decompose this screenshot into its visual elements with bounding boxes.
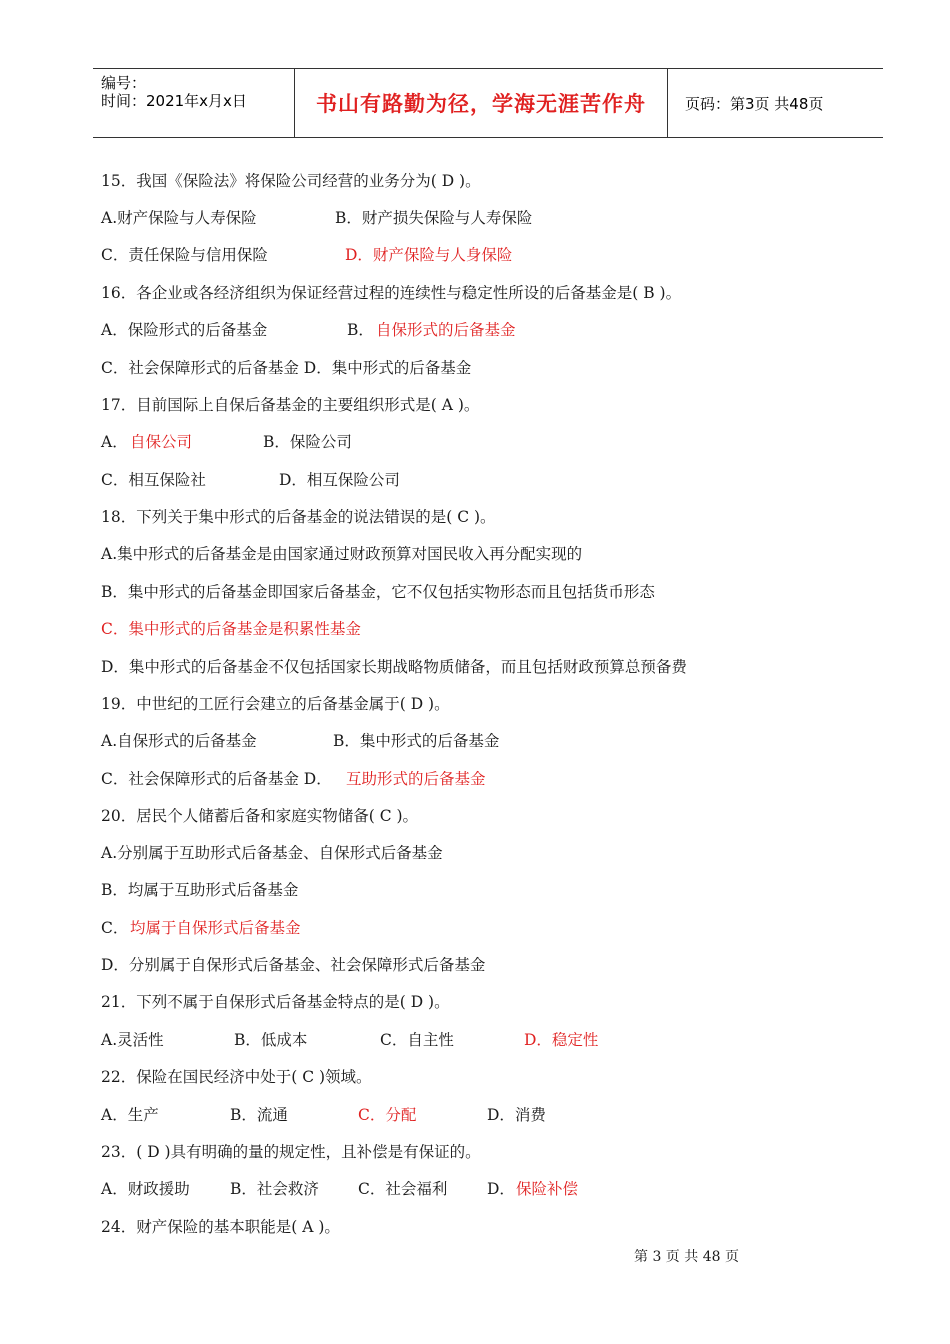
- question-text: 16．各企业或各经济组织为保证经营过程的连续性与稳定性所设的后备基金是( B )。: [101, 284, 682, 302]
- header-info-cell: [93, 69, 295, 137]
- option-d-letter: D．: [487, 1180, 515, 1198]
- option-b: B．集中形式的后备基金即国家后备基金，它不仅包括实物形态而且包括货币形态: [101, 583, 655, 601]
- option-d: D．分别属于自保形式后备基金、社会保障形式后备基金: [101, 956, 486, 974]
- header-page-number: [677, 69, 883, 137]
- time-label: 时间：2021年x月x日: [101, 92, 247, 110]
- question-text: 22．保险在国民经济中处于( C )领域。: [101, 1068, 372, 1086]
- option-a-letter: A．: [101, 433, 128, 451]
- option-d-answer: D．稳定性: [524, 1031, 599, 1049]
- option-c: C．社会福利: [358, 1180, 448, 1198]
- option-b: B．社会救济: [230, 1180, 319, 1198]
- option-d: D．相互保险公司: [279, 471, 400, 489]
- question-text: 21．下列不属于自保形式后备基金特点的是( D )。: [101, 993, 450, 1011]
- option-a: A．保险形式的后备基金: [101, 321, 268, 339]
- question-text: 24．财产保险的基本职能是( A )。: [101, 1218, 340, 1236]
- option-d-answer: 保险补偿: [516, 1180, 579, 1198]
- option-c-d: C．社会保障形式的后备基金 D．: [101, 770, 332, 788]
- option-d-answer: 互助形式的后备基金: [346, 770, 486, 788]
- page-header: [93, 68, 883, 138]
- option-a: A.自保形式的后备基金: [101, 732, 257, 750]
- option-c-letter: C．: [101, 919, 129, 937]
- option-c-answer: C．分配: [358, 1106, 417, 1124]
- option-a: A.财产保险与人寿保险: [101, 209, 257, 227]
- question-text: 17．目前国际上自保后备基金的主要组织形式是( A )。: [101, 396, 480, 414]
- option-b: B．流通: [230, 1106, 288, 1124]
- option-a: A.集中形式的后备基金是由国家通过财政预算对国民收入再分配实现的: [101, 545, 583, 563]
- option-c: C．相互保险社: [101, 471, 206, 489]
- code-label: 编号：: [101, 74, 147, 92]
- option-c-answer: 均属于自保形式后备基金: [130, 919, 301, 937]
- question-text: 15．我国《保险法》将保险公司经营的业务分为( D )。: [101, 172, 481, 190]
- header-motto: 书山有路勤为径，学海无涯苦作舟: [295, 69, 668, 137]
- option-d: D．消费: [487, 1106, 546, 1124]
- option-c-answer: C．集中形式的后备基金是积累性基金: [101, 620, 361, 638]
- page-label: 页码：第3页 共48页: [685, 94, 824, 113]
- options-text: C．社会保障形式的后备基金 D．集中形式的后备基金: [101, 359, 472, 377]
- option-b: B．保险公司: [263, 433, 352, 451]
- option-d-answer: D．财产保险与人身保险: [345, 246, 513, 264]
- option-a: A.分别属于互助形式后备基金、自保形式后备基金: [101, 844, 443, 862]
- option-b: B．低成本: [234, 1031, 308, 1049]
- option-a-answer: 自保公司: [130, 433, 193, 451]
- option-b: B．集中形式的后备基金: [333, 732, 500, 750]
- option-d: D．集中形式的后备基金不仅包括国家长期战略物质储备，而且包括财政预算总预备费: [101, 658, 687, 676]
- question-text: 23．( D )具有明确的量的规定性，且补偿是有保证的。: [101, 1143, 481, 1161]
- option-b: B．均属于互助形式后备基金: [101, 881, 299, 899]
- option-c: C．责任保险与信用保险: [101, 246, 268, 264]
- page-footer: 第 3 页 共 48 页: [634, 1249, 739, 1265]
- option-c: C．自主性: [380, 1031, 454, 1049]
- option-b-letter: B．: [347, 321, 374, 339]
- option-a: A.灵活性: [101, 1031, 164, 1049]
- option-a: A．生产: [101, 1106, 159, 1124]
- question-text: 18．下列关于集中形式的后备基金的说法错误的是( C )。: [101, 508, 496, 526]
- option-b-answer: 自保形式的后备基金: [376, 321, 516, 339]
- question-text: 20．居民个人储蓄后备和家庭实物储备( C )。: [101, 807, 419, 825]
- question-text: 19．中世纪的工匠行会建立的后备基金属于( D )。: [101, 695, 450, 713]
- option-b: B．财产损失保险与人寿保险: [335, 209, 533, 227]
- option-a: A．财政援助: [101, 1180, 190, 1198]
